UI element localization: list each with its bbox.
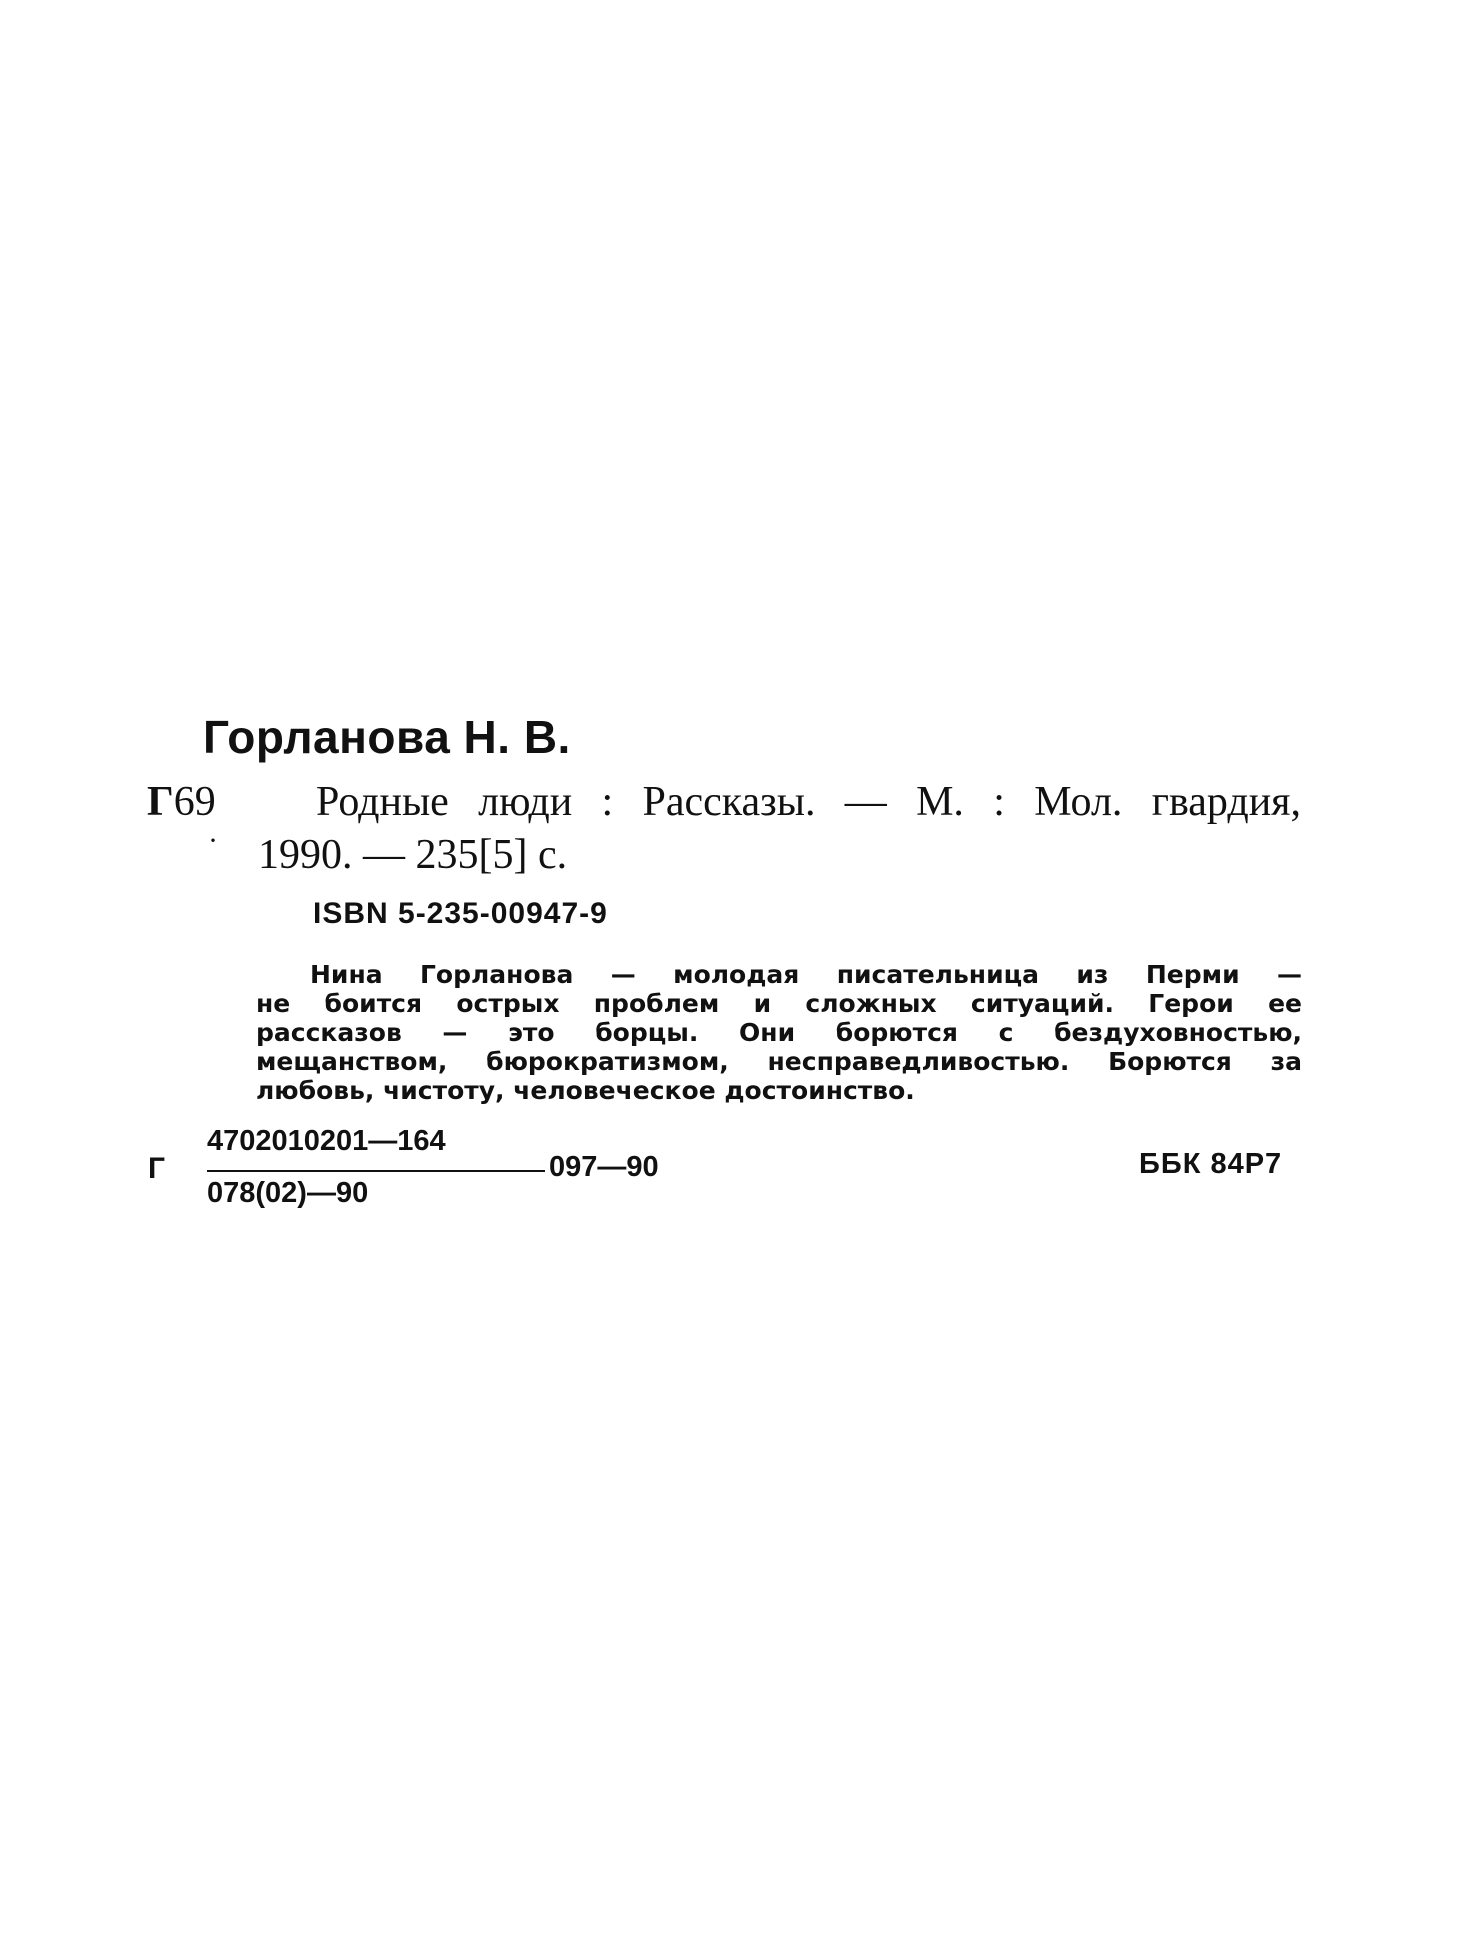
- catalog-index-number: 69: [173, 779, 216, 825]
- imprint-line: 1990. — 235[5] с.: [258, 832, 568, 878]
- classification-numerator: 4702010201—164: [207, 1125, 446, 1157]
- classification-letter: Г: [148, 1152, 166, 1185]
- author-name: Горланова Н. В.: [203, 711, 571, 763]
- margin-dot: ·: [208, 824, 218, 857]
- bbk-code: ББК 84Р7: [1139, 1148, 1283, 1180]
- annotation-line: не боится острых проблем и сложных ситуаций. Герои ее: [256, 989, 1302, 1018]
- annotation: [256, 960, 1302, 1105]
- title-line: [316, 778, 1301, 826]
- isbn-number: ISBN 5-235-00947-9: [313, 897, 608, 930]
- catalog-index-letter: Г: [147, 779, 174, 825]
- title-word-3: гвардия,: [1151, 779, 1301, 825]
- classification-denominator: 078(02)—90: [207, 1177, 369, 1209]
- catalog-index: [147, 778, 216, 826]
- title-word-1: Родные: [316, 779, 449, 825]
- annotation-line: любовь, чистоту, человеческое достоинство.: [256, 1076, 915, 1105]
- annotation-line: мещанством, бюрократизмом, несправедливостью. Борются за: [256, 1047, 1302, 1076]
- classification-suffix: 097—90: [549, 1151, 659, 1183]
- annotation-line: Нина Горланова — молодая писательница из Перми —: [310, 960, 1302, 989]
- title-word-2: люди : Рассказы. — М. : Мол.: [478, 779, 1123, 825]
- annotation-line: рассказов — это борцы. Они борются с бездуховностью,: [256, 1018, 1302, 1047]
- fraction-rule: [207, 1170, 545, 1172]
